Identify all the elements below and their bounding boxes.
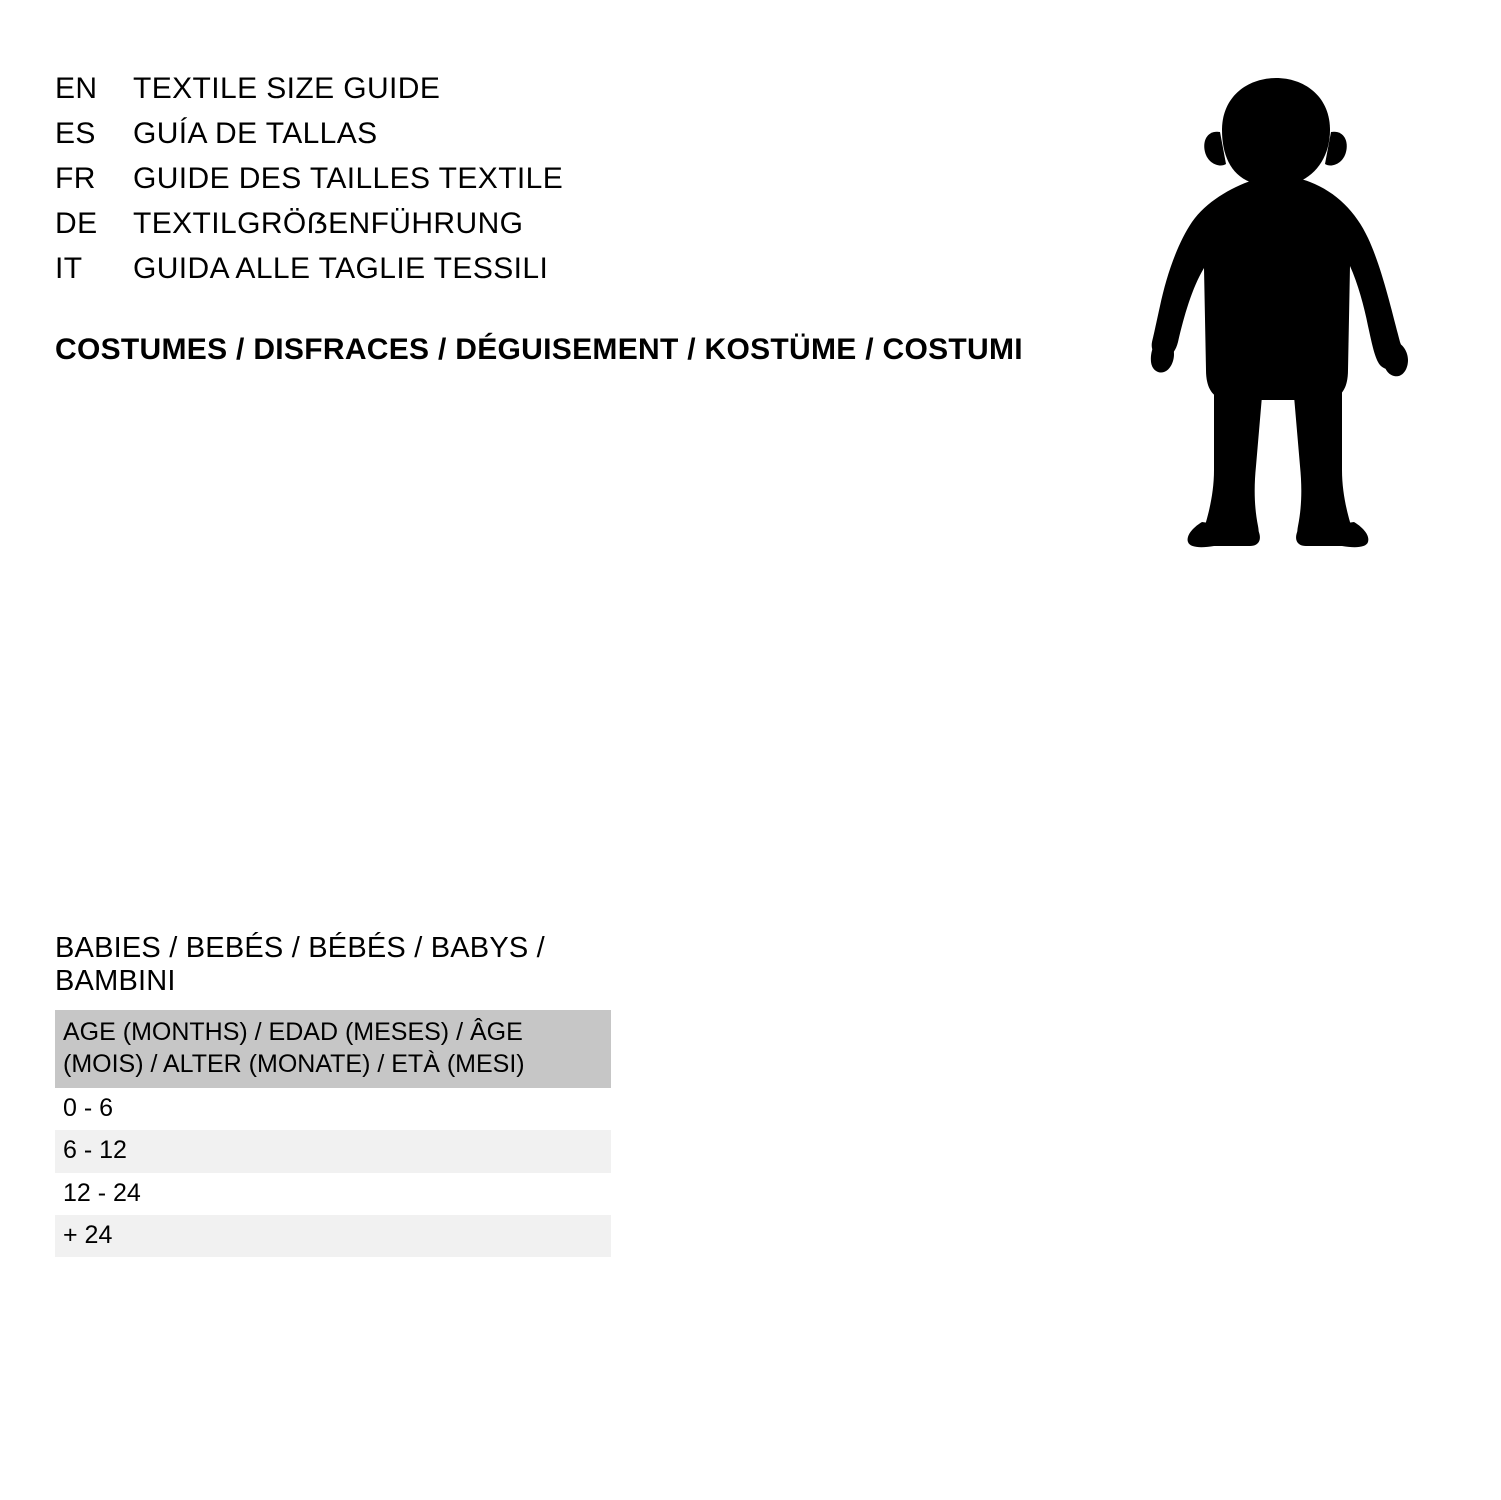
size-table [55,1010,611,1257]
language-row [55,162,1055,207]
cell-age-range: + 24 [55,1215,611,1257]
language-code: EN [55,72,98,105]
language-code: FR [55,162,96,195]
size-table-section [55,932,615,1257]
cell-age-range: 6 - 12 [55,1130,611,1172]
language-row [55,207,1055,252]
language-title: TEXTILE SIZE GUIDE [133,72,441,105]
category-title: COSTUMES / DISFRACES / DÉGUISEMENT / KOSTÜME / COSTUMI [55,333,1023,366]
table-header-row [55,1010,611,1088]
language-title: GUIDE DES TAILLES TEXTILE [133,162,564,195]
table-row [55,1130,611,1172]
language-code: DE [55,207,98,240]
table-row [55,1173,611,1215]
cell-age-range: 0 - 6 [55,1088,611,1130]
language-row [55,252,1055,297]
language-row [55,72,1055,117]
language-title: GUIDA ALLE TAGLIE TESSILI [133,252,549,285]
cell-age-range: 12 - 24 [55,1173,611,1215]
table-caption: BABIES / BEBÉS / BÉBÉS / BABYS / BAMBINI [55,932,545,997]
language-row [55,117,1055,162]
language-code: IT [55,252,83,285]
language-title: GUÍA DE TALLAS [133,117,378,150]
language-code: ES [55,117,96,150]
language-header-block [55,72,1055,297]
language-title: TEXTILGRÖẞENFÜHRUNG [133,207,524,240]
toddler-silhouette-icon [1110,70,1440,550]
table-row [55,1088,611,1130]
table-row [55,1215,611,1257]
column-header-age: AGE (MONTHS) / EDAD (MESES) / ÂGE (MOIS) / ALTER (MONATE) / ETÀ (MESI) [55,1010,611,1088]
